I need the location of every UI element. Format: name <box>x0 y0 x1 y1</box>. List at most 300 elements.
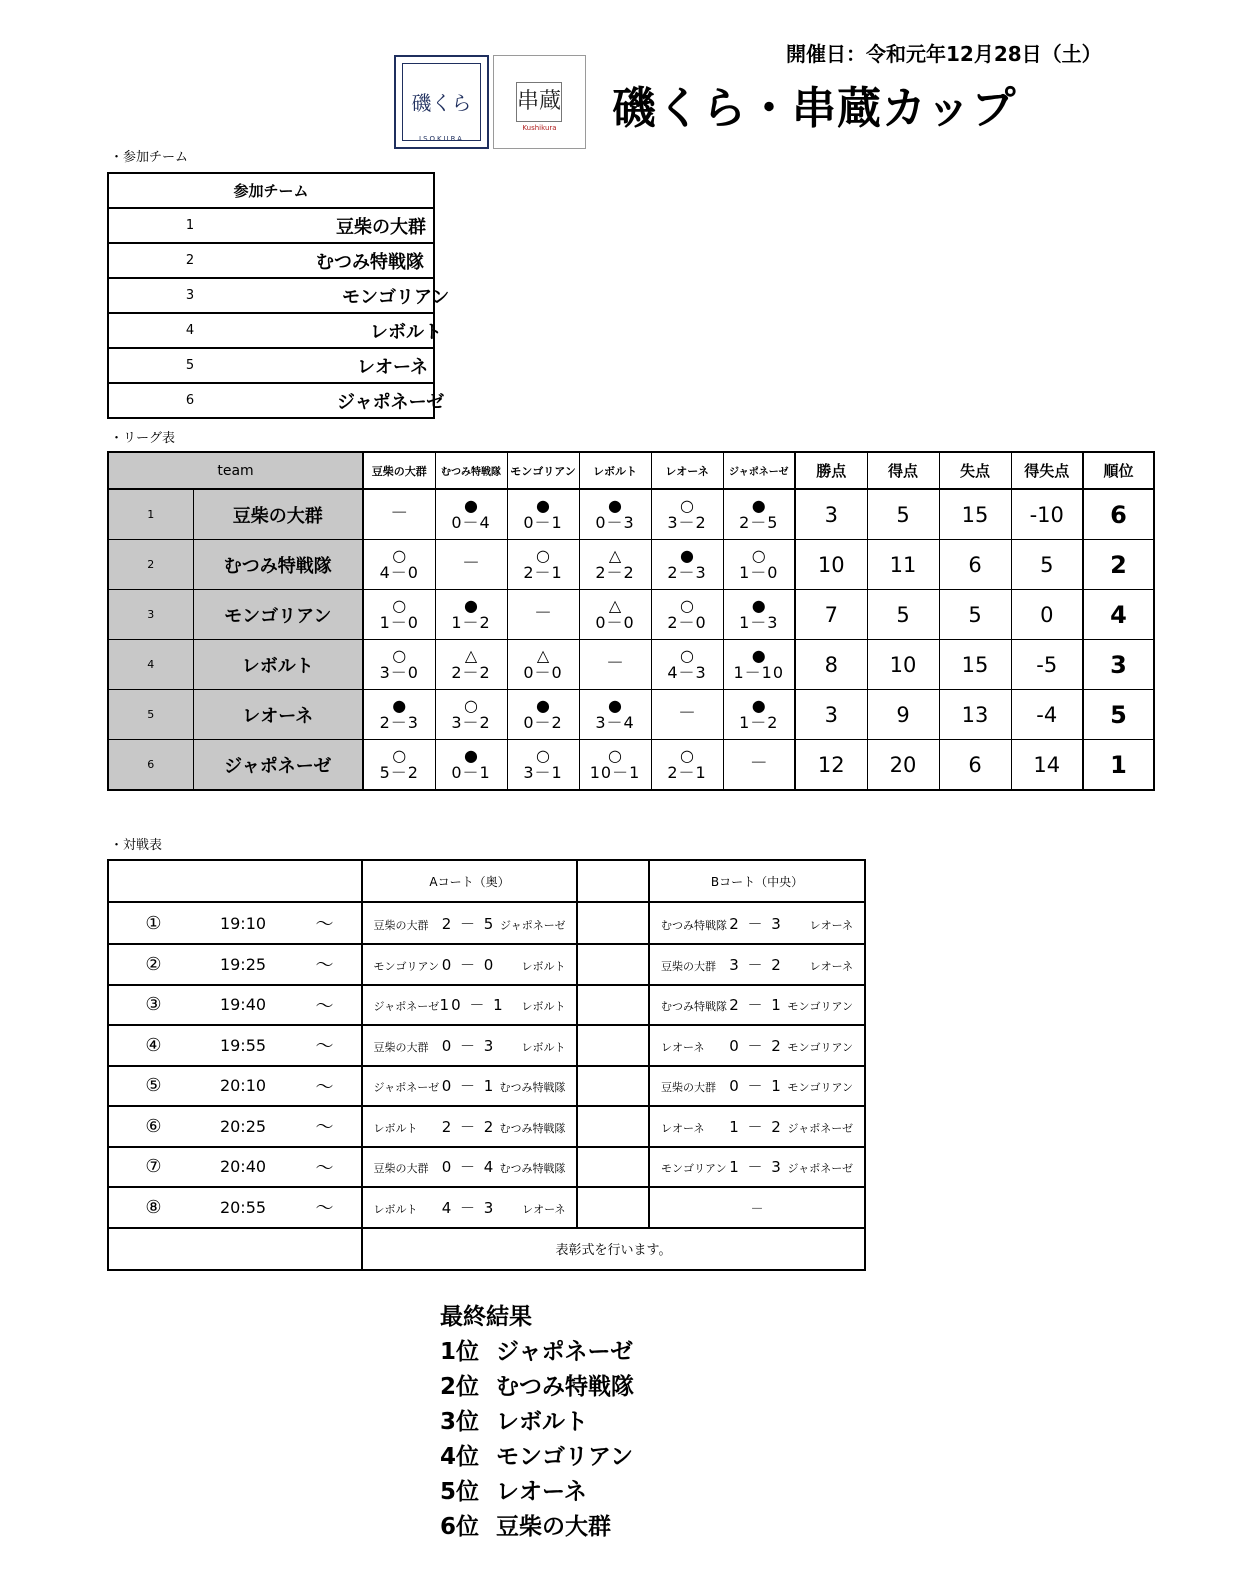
match-score: 4 － 3 <box>441 1198 496 1217</box>
court-a-match <box>362 1106 577 1147</box>
match-score: 1 － 2 <box>729 1117 783 1136</box>
match-tilde: ～ <box>288 1066 362 1107</box>
league-result-symbol: ● <box>464 495 478 515</box>
league-opponent-header: レボルト <box>579 452 651 489</box>
match-slot: ⑤ <box>108 1066 198 1107</box>
league-points: 7 <box>795 590 867 640</box>
court-a-match <box>362 985 577 1026</box>
match-time: 20:25 <box>198 1106 288 1147</box>
final-result-team: モンゴリアン <box>496 1444 634 1470</box>
match-team-2: むつみ特戦隊 <box>499 1081 566 1095</box>
match-team-2: ジャポネーゼ <box>499 918 566 932</box>
participant-name: レボルト <box>271 313 434 348</box>
final-result-team: レボルト <box>496 1409 588 1435</box>
league-result-symbol: ● <box>751 495 766 515</box>
league-goals-against: 15 <box>939 489 1011 540</box>
schedule-row <box>108 1147 865 1188</box>
court-a-match <box>362 1187 577 1228</box>
league-result-score: 2－3 <box>667 562 707 582</box>
match-team-2: モンゴリアン <box>787 1040 854 1054</box>
league-result-symbol: ● <box>464 595 478 615</box>
league-rank: 5 <box>1083 690 1154 740</box>
league-result-symbol: ● <box>751 695 766 715</box>
match-slot: ④ <box>108 1025 198 1066</box>
league-result-score: 0－1 <box>523 512 563 532</box>
court-gap <box>577 944 649 985</box>
match-team-1: ジャポネーゼ <box>373 1000 440 1014</box>
match-team-2: レボルト <box>521 1000 566 1014</box>
participant-name: むつみ特戦隊 <box>271 243 434 278</box>
league-goals-against: 15 <box>939 640 1011 690</box>
league-result-cell <box>507 590 579 640</box>
league-team-name: レオーネ <box>193 690 363 740</box>
match-slot: ⑥ <box>108 1106 198 1147</box>
league-result-score: 0－0 <box>595 612 635 632</box>
league-result-cell <box>651 640 723 690</box>
league-result-cell <box>651 540 723 590</box>
league-self-dash: － <box>462 553 481 575</box>
league-row-number: 5 <box>108 690 193 740</box>
court-b-header: Bコート（中央） <box>649 860 865 902</box>
match-team-1: モンゴリアン <box>661 1162 727 1176</box>
league-result-cell <box>579 489 651 540</box>
match-score: 0 － 3 <box>441 1036 496 1055</box>
league-result-cell <box>435 740 507 791</box>
participants-table <box>107 172 450 419</box>
league-result-cell <box>435 640 507 690</box>
court-gap <box>577 902 649 944</box>
participant-name: 豆柴の大群 <box>271 208 434 243</box>
league-result-score: 2－3 <box>379 712 419 732</box>
league-row-number: 2 <box>108 540 193 590</box>
league-rank: 3 <box>1083 640 1154 690</box>
league-result-symbol: ○ <box>680 645 694 665</box>
league-points: 3 <box>795 690 867 740</box>
league-result-cell <box>579 590 651 640</box>
kushikura-logo-mark: 串蔵 <box>516 82 562 122</box>
schedule-header-gap <box>577 860 649 902</box>
final-result-team: レオーネ <box>496 1479 587 1505</box>
match-tilde: ～ <box>288 1147 362 1188</box>
league-result-symbol: ○ <box>392 745 407 765</box>
league-goals-for: 11 <box>867 540 939 590</box>
league-goals-against: 5 <box>939 590 1011 640</box>
final-result-item <box>440 1405 634 1440</box>
league-goals-for: 5 <box>867 590 939 640</box>
kushikura-logo-sub: Kushikura <box>522 124 557 132</box>
court-b-match <box>649 985 865 1026</box>
league-result-score: 0－0 <box>523 662 563 682</box>
match-team-1: モンゴリアン <box>373 959 440 973</box>
ceremony-text: 表彰式を行います。 <box>362 1228 865 1270</box>
final-result-item <box>440 1335 634 1370</box>
match-score: 2 － 1 <box>729 996 783 1015</box>
match-time: 19:40 <box>198 985 288 1026</box>
league-result-score: 2－2 <box>451 662 491 682</box>
league-result-cell <box>363 740 435 791</box>
league-team-name: モンゴリアン <box>193 590 363 640</box>
league-result-symbol: ● <box>680 545 694 565</box>
league-goal-difference: 0 <box>1011 590 1083 640</box>
league-result-score: 3－0 <box>379 662 419 682</box>
match-tilde: ～ <box>288 944 362 985</box>
match-team-1: 豆柴の大群 <box>661 959 717 973</box>
league-result-cell <box>507 489 579 540</box>
league-self-dash: － <box>678 703 697 725</box>
league-result-symbol: △ <box>608 545 622 565</box>
match-time: 19:10 <box>198 902 288 944</box>
league-goal-difference: -5 <box>1011 640 1083 690</box>
kushikura-logo <box>493 55 586 149</box>
league-result-symbol: ○ <box>608 745 622 765</box>
league-result-cell <box>435 489 507 540</box>
league-result-cell <box>723 489 795 540</box>
court-gap <box>577 1187 649 1228</box>
league-result-cell <box>723 740 795 791</box>
match-slot: ② <box>108 944 198 985</box>
league-opponent-header: ジャポネーゼ <box>723 452 795 489</box>
match-team-1: 豆柴の大群 <box>373 918 429 932</box>
event-date: 開催日：令和元年12月28日（土） <box>786 42 1102 66</box>
league-row-number: 1 <box>108 489 193 540</box>
league-result-symbol: ● <box>464 745 478 765</box>
participant-name: ジャポネーゼ <box>337 391 445 413</box>
league-result-symbol: ○ <box>680 595 694 615</box>
match-team-2: レオーネ <box>809 918 854 932</box>
league-result-symbol: ● <box>608 695 622 715</box>
league-section-label: ・リーグ表 <box>110 431 176 446</box>
league-table <box>107 451 1155 791</box>
final-result-rank: 4位 <box>440 1444 480 1470</box>
league-body <box>108 489 1154 790</box>
final-result-item <box>440 1475 634 1510</box>
league-goal-difference: 14 <box>1011 740 1083 791</box>
league-result-cell <box>435 690 507 740</box>
court-b-match <box>649 1066 865 1107</box>
court-a-match <box>362 1147 577 1188</box>
league-result-cell <box>723 690 795 740</box>
final-result-team: むつみ特戦隊 <box>496 1374 634 1400</box>
league-opponent-header: 豆柴の大群 <box>363 452 435 489</box>
match-team-1: レボルト <box>373 1121 418 1135</box>
league-result-score: 0－4 <box>451 512 491 532</box>
final-result-rank: 6位 <box>440 1514 480 1540</box>
court-b-empty: － <box>649 1187 865 1228</box>
match-tilde: ～ <box>288 902 362 944</box>
final-results-title: 最終結果 <box>440 1304 532 1330</box>
final-results-list <box>440 1335 634 1545</box>
league-stat-header: 失点 <box>939 452 1011 489</box>
page-title: 磯くら・串蔵カップ <box>612 83 1017 134</box>
participant-number: 2 <box>108 243 271 278</box>
match-team-1: レボルト <box>373 1202 418 1216</box>
schedule-row <box>108 902 865 944</box>
league-team-name: ジャポネーゼ <box>193 740 363 791</box>
court-a-header: Aコート（奥） <box>362 860 577 902</box>
league-result-cell <box>507 640 579 690</box>
final-result-item <box>440 1510 634 1545</box>
schedule-row <box>108 1106 865 1147</box>
match-team-1: 豆柴の大群 <box>373 1040 429 1054</box>
league-row-number: 4 <box>108 640 193 690</box>
schedule-row <box>108 1187 865 1228</box>
league-row <box>108 740 1154 791</box>
league-result-cell <box>651 590 723 640</box>
participant-row <box>108 243 434 278</box>
league-result-cell <box>723 590 795 640</box>
league-points: 8 <box>795 640 867 690</box>
league-result-cell <box>507 690 579 740</box>
league-result-score: 2－1 <box>667 762 707 782</box>
league-points: 10 <box>795 540 867 590</box>
participants-header: 参加チーム <box>108 173 434 208</box>
league-result-score: 1－3 <box>739 612 779 632</box>
match-team-1: むつみ特戦隊 <box>661 918 728 932</box>
league-result-cell <box>363 640 435 690</box>
league-result-score: 3－4 <box>595 712 635 732</box>
league-team-name: レボルト <box>193 640 363 690</box>
match-score: 0 － 0 <box>441 955 496 974</box>
league-result-symbol: ○ <box>464 695 478 715</box>
league-result-symbol: ○ <box>392 595 407 615</box>
league-self-dash: － <box>390 503 409 525</box>
court-b-match <box>649 1106 865 1147</box>
league-result-symbol: ○ <box>536 745 550 765</box>
league-result-symbol: ● <box>751 595 766 615</box>
league-stat-header: 順位 <box>1083 452 1154 489</box>
final-result-item <box>440 1440 634 1475</box>
league-goals-for: 5 <box>867 489 939 540</box>
participant-number: 1 <box>108 208 271 243</box>
schedule-body <box>108 902 865 1228</box>
match-team-2: レオーネ <box>809 959 854 973</box>
match-team-2: レボルト <box>521 959 566 973</box>
league-result-cell <box>507 540 579 590</box>
league-result-cell <box>651 690 723 740</box>
match-score: 1 － 3 <box>729 1158 783 1177</box>
league-result-score: 3－2 <box>667 512 707 532</box>
court-gap <box>577 985 649 1026</box>
ceremony-blank <box>108 1228 362 1270</box>
league-points: 12 <box>795 740 867 791</box>
schedule-table <box>107 859 866 1271</box>
league-goals-against: 13 <box>939 690 1011 740</box>
final-results <box>440 1300 634 1545</box>
court-b-match <box>649 1147 865 1188</box>
league-result-score: 5－2 <box>379 762 419 782</box>
league-result-cell <box>363 489 435 540</box>
match-tilde: ～ <box>288 1025 362 1066</box>
match-team-1: レオーネ <box>661 1040 705 1054</box>
league-opponent-header: モンゴリアン <box>507 452 579 489</box>
match-time: 20:55 <box>198 1187 288 1228</box>
schedule-row <box>108 1066 865 1107</box>
match-score: 2 － 2 <box>441 1117 496 1136</box>
league-row <box>108 540 1154 590</box>
match-score: 3 － 2 <box>729 955 783 974</box>
league-result-symbol: ○ <box>751 545 766 565</box>
league-result-cell <box>579 690 651 740</box>
league-result-score: 1－0 <box>379 612 419 632</box>
league-stat-header: 得失点 <box>1011 452 1083 489</box>
league-self-dash: － <box>534 603 553 625</box>
league-team-name: むつみ特戦隊 <box>193 540 363 590</box>
court-gap <box>577 1147 649 1188</box>
league-points: 3 <box>795 489 867 540</box>
league-result-score: 4－3 <box>667 662 707 682</box>
league-result-score: 2－0 <box>667 612 707 632</box>
league-result-symbol: ● <box>608 495 622 515</box>
participant-number: 3 <box>108 278 271 313</box>
match-team-2: ジャポネーゼ <box>787 1121 854 1135</box>
participant-row <box>108 278 434 313</box>
court-gap <box>577 1106 649 1147</box>
match-score: 0 － 1 <box>729 1077 783 1096</box>
league-result-cell <box>363 690 435 740</box>
league-result-score: 10－1 <box>589 762 641 782</box>
league-result-score: 3－2 <box>451 712 491 732</box>
league-result-symbol: ○ <box>680 745 694 765</box>
court-a-match <box>362 902 577 944</box>
league-self-dash: － <box>749 753 768 775</box>
schedule-row <box>108 944 865 985</box>
match-team-1: ジャポネーゼ <box>373 1081 440 1095</box>
league-result-symbol: ● <box>536 495 550 515</box>
league-result-cell <box>579 740 651 791</box>
match-score: 0 － 2 <box>729 1036 783 1055</box>
isokura-logo-sub: ISOKURA <box>419 135 464 143</box>
league-row <box>108 590 1154 640</box>
league-result-cell <box>579 540 651 590</box>
league-result-score: 2－1 <box>523 562 563 582</box>
league-result-score: 1－2 <box>451 612 491 632</box>
court-gap <box>577 1066 649 1107</box>
league-result-cell <box>579 640 651 690</box>
court-a-match <box>362 1066 577 1107</box>
final-result-rank: 3位 <box>440 1409 480 1435</box>
league-result-cell <box>723 640 795 690</box>
league-result-symbol: ○ <box>680 495 694 515</box>
league-goals-against: 6 <box>939 740 1011 791</box>
match-score: 0 － 1 <box>441 1077 496 1096</box>
match-team-2: むつみ特戦隊 <box>499 1162 566 1176</box>
match-team-2: モンゴリアン <box>787 1000 854 1014</box>
league-self-dash: － <box>606 653 625 675</box>
league-result-score: 1－0 <box>739 562 779 582</box>
league-result-score: 1－2 <box>739 712 779 732</box>
league-header-row <box>108 452 1154 489</box>
match-slot: ① <box>108 902 198 944</box>
match-tilde: ～ <box>288 985 362 1026</box>
match-score: 2 － 3 <box>729 914 783 933</box>
match-time: 20:40 <box>198 1147 288 1188</box>
league-rank: 6 <box>1083 489 1154 540</box>
league-result-score: 1－10 <box>733 662 785 682</box>
league-result-symbol: ○ <box>536 545 550 565</box>
match-score: 2 － 5 <box>441 914 496 933</box>
league-result-symbol: ● <box>536 695 550 715</box>
league-rank: 4 <box>1083 590 1154 640</box>
league-result-symbol: ● <box>751 645 766 665</box>
match-time: 19:25 <box>198 944 288 985</box>
league-result-cell <box>507 740 579 791</box>
league-result-symbol: ● <box>392 695 407 715</box>
ceremony-row <box>108 1228 865 1270</box>
match-team-2: レオーネ <box>522 1202 566 1216</box>
league-opponent-header: むつみ特戦隊 <box>435 452 507 489</box>
league-rank: 1 <box>1083 740 1154 791</box>
league-stat-header: 勝点 <box>795 452 867 489</box>
league-result-score: 2－2 <box>595 562 635 582</box>
league-goals-against: 6 <box>939 540 1011 590</box>
schedule-row <box>108 1025 865 1066</box>
participant-row <box>108 208 434 243</box>
league-result-symbol: △ <box>464 645 478 665</box>
match-team-2: むつみ特戦隊 <box>499 1121 566 1135</box>
participants-header-row <box>108 173 434 208</box>
match-tilde: ～ <box>288 1106 362 1147</box>
court-b-match <box>649 1025 865 1066</box>
final-result-rank: 1位 <box>440 1339 480 1365</box>
court-a-match <box>362 1025 577 1066</box>
league-row <box>108 489 1154 540</box>
league-goal-difference: -10 <box>1011 489 1083 540</box>
match-team-2: レボルト <box>521 1040 566 1054</box>
league-row-number: 6 <box>108 740 193 791</box>
court-a-match <box>362 944 577 985</box>
match-team-2: ジャポネーゼ <box>787 1162 854 1176</box>
final-result-rank: 5位 <box>440 1479 480 1505</box>
league-result-cell <box>435 540 507 590</box>
participant-number: 6 <box>185 393 195 408</box>
final-result-team: ジャポネーゼ <box>496 1339 634 1365</box>
league-result-cell <box>435 590 507 640</box>
league-result-score: 0－1 <box>451 762 491 782</box>
league-result-score: 0－3 <box>595 512 635 532</box>
isokura-logo-mark: 磯くら <box>411 91 472 115</box>
league-result-cell <box>723 540 795 590</box>
league-team-header: team <box>108 452 363 489</box>
league-result-score: 3－1 <box>523 762 563 782</box>
league-rank: 2 <box>1083 540 1154 590</box>
league-result-cell <box>363 540 435 590</box>
participant-name: モンゴリアン <box>271 278 434 313</box>
participant-number: 4 <box>108 313 271 348</box>
match-team-1: 豆柴の大群 <box>373 1162 429 1176</box>
league-result-symbol: ○ <box>392 545 407 565</box>
participant-row <box>108 348 434 383</box>
match-slot: ⑧ <box>108 1187 198 1228</box>
league-opponent-header: レオーネ <box>651 452 723 489</box>
match-score: 10 － 1 <box>439 996 505 1015</box>
court-b-match <box>649 944 865 985</box>
participant-row <box>108 383 434 418</box>
league-team-name: 豆柴の大群 <box>193 489 363 540</box>
league-result-symbol: ○ <box>392 645 407 665</box>
league-row <box>108 640 1154 690</box>
final-result-rank: 2位 <box>440 1374 480 1400</box>
final-result-item <box>440 1370 634 1405</box>
participant-name: レオーネ <box>271 348 434 383</box>
league-result-symbol: △ <box>536 645 550 665</box>
final-result-team: 豆柴の大群 <box>496 1514 611 1540</box>
league-goals-for: 9 <box>867 690 939 740</box>
participants-section-label: ・参加チーム <box>110 150 189 165</box>
league-goal-difference: -4 <box>1011 690 1083 740</box>
league-result-score: 4－0 <box>379 562 419 582</box>
match-team-1: レオーネ <box>661 1121 705 1135</box>
match-time: 19:55 <box>198 1025 288 1066</box>
